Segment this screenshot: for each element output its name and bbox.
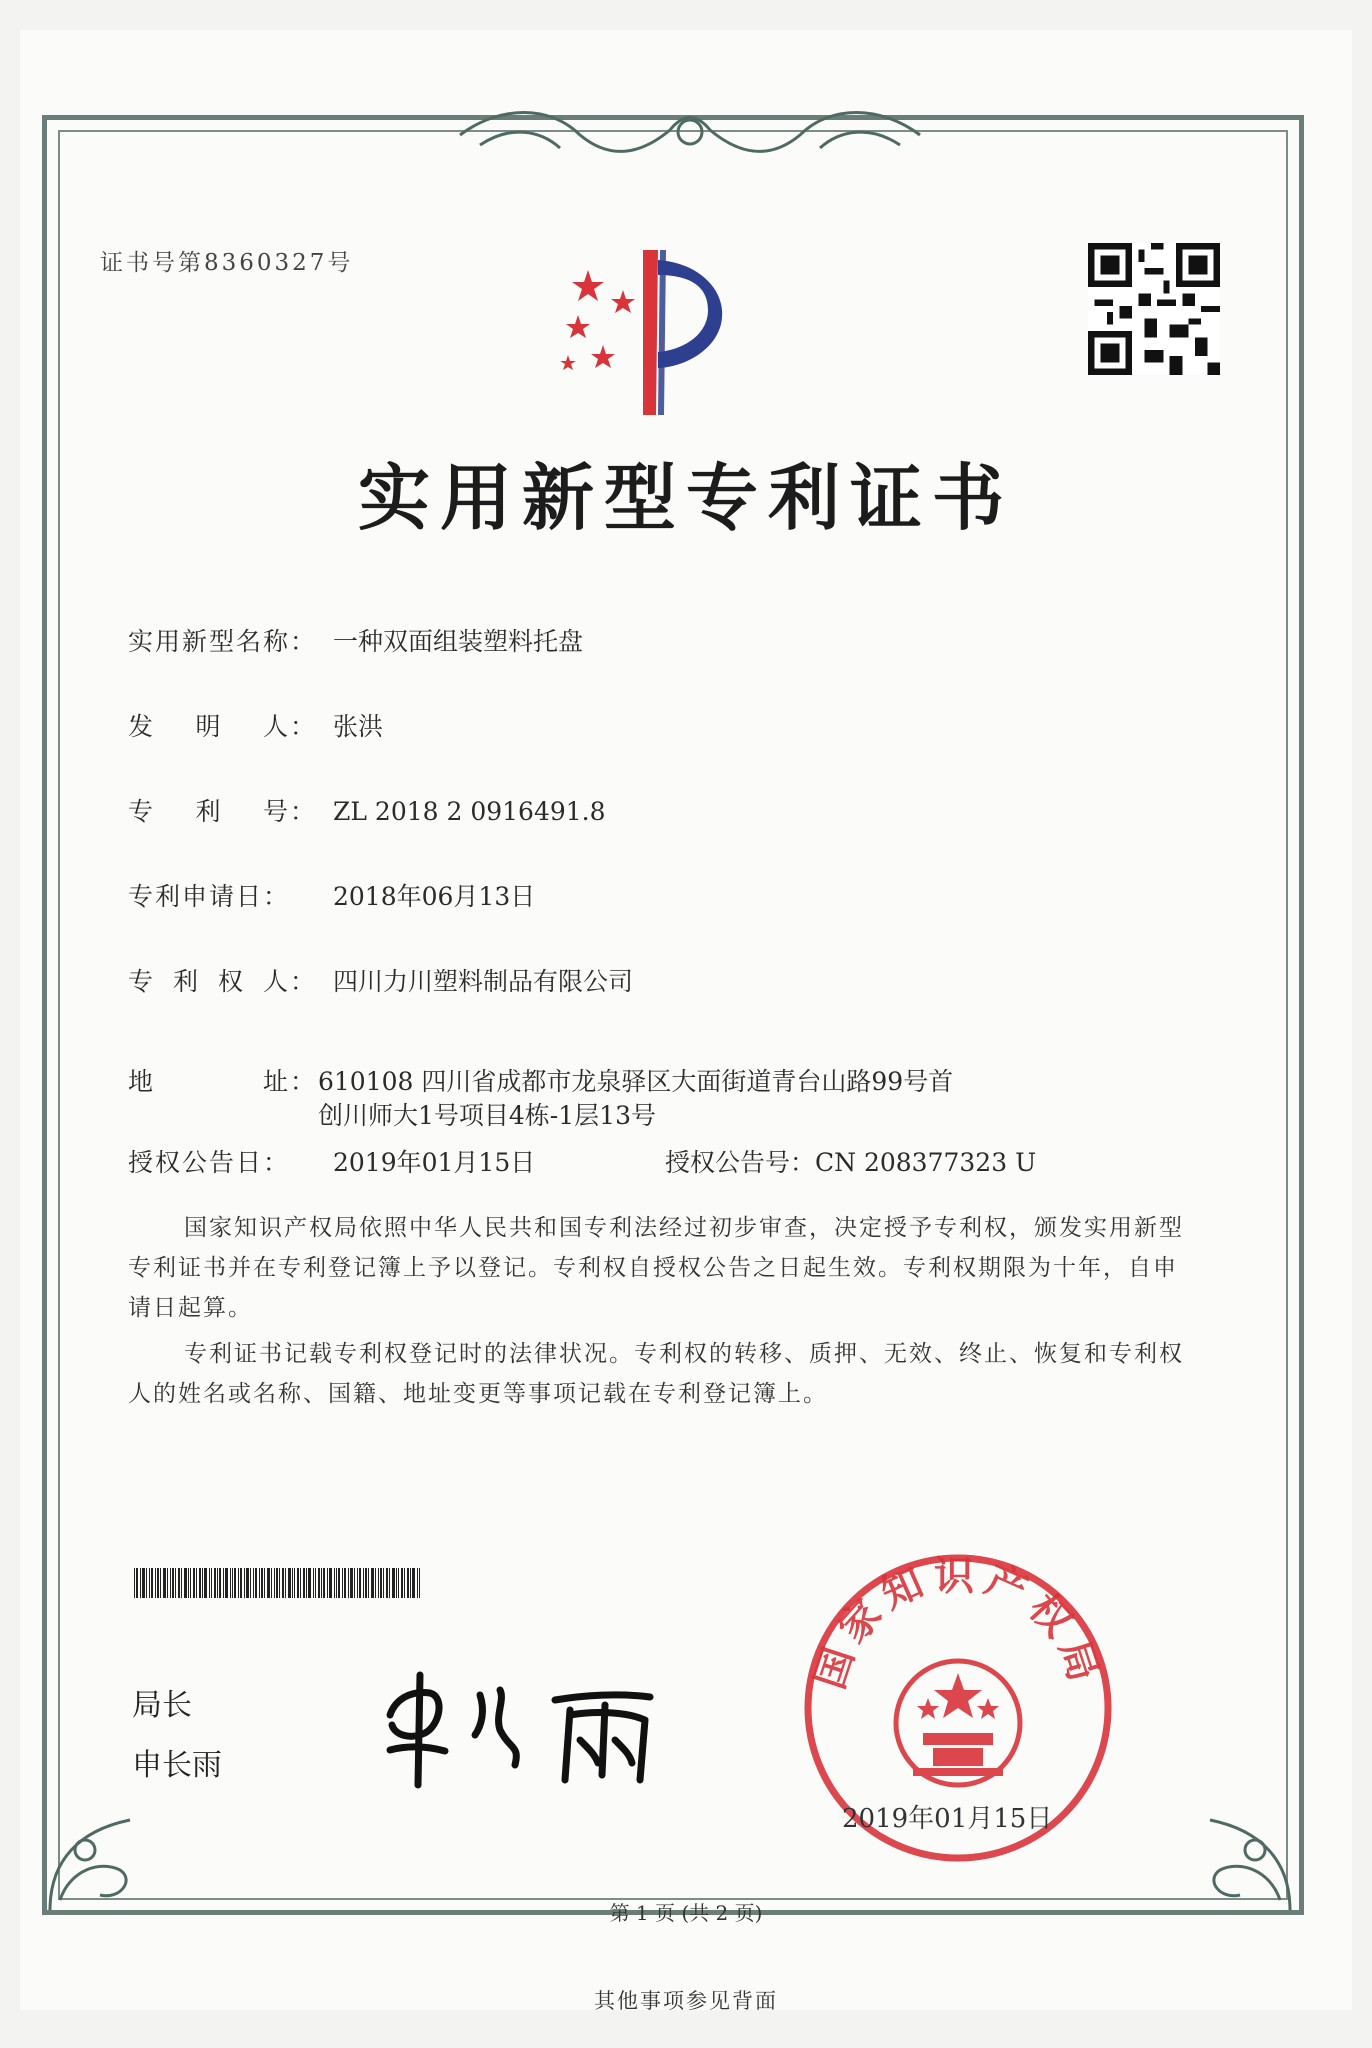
address-label-char: 地 (128, 1067, 154, 1096)
address-line-1: 610108 四川省成都市龙泉驿区大面街道青台山路99号首 (318, 1067, 954, 1096)
barcode (134, 1568, 424, 1598)
inventor-row: 发 明 人 ： 张洪 (128, 707, 383, 743)
patentee-label-char: 利 (172, 967, 198, 996)
qr-code (1088, 243, 1220, 375)
director-signature (370, 1655, 670, 1795)
grant-date-row (128, 1143, 535, 1179)
application-date-row (128, 877, 535, 913)
grant-date-value: 2019年01月15日 (333, 1148, 536, 1177)
application-date-label: 专利申请日： (128, 882, 291, 911)
patent-number-label-char: 利 (195, 797, 221, 826)
paragraph-legal-status: 专利证书记载专利权登记时的法律状况。专利权的转移、质押、无效、终止、恢复和专利权人的姓名或名称、国籍、地址变更等事项记载在专利登记簿上。 (128, 1341, 1184, 1407)
director-title: 局长 (132, 1688, 192, 1723)
grant-number-row (665, 1143, 1036, 1179)
grant-number-value: CN 208377323 U (815, 1148, 1037, 1177)
address-line-2: 创川师大1号项目4栋-1层13号 (318, 1101, 656, 1130)
inventor-value: 张洪 (333, 712, 384, 741)
patentee-label-char: 人 (262, 967, 288, 996)
patentee-label-char: 权 (217, 967, 243, 996)
page-indicator: 第 1 页 (共 2 页) (609, 1901, 763, 1925)
top-ornament (440, 100, 940, 170)
inventor-label-char: 明 (195, 712, 221, 741)
address-label-char: 址 (262, 1067, 288, 1096)
footer-note: 其他事项参见背面 (594, 1989, 778, 2013)
paragraph-issuance: 国家知识产权局依照中华人民共和国专利法经过初步审查，决定授予专利权，颁发实用新型专利证书并在专利登记簿上予以登记。专利权自授权公告之日起生效。专利权期限为十年，自申请日起算。 (128, 1215, 1184, 1321)
cnipa-logo (548, 240, 758, 420)
utility-name-value: 一种双面组装塑料托盘 (333, 627, 584, 656)
patentee-row: 专 利 权 人 ： 四川力川塑料制品有限公司 (128, 962, 633, 998)
patent-number-row: 专 利 号 ： ZL 2018 2 0916491.8 (128, 792, 606, 828)
grant-number-label: 授权公告号： (665, 1148, 816, 1177)
director-name: 申长雨 (132, 1748, 222, 1783)
patent-number-label-char: 专 (128, 797, 154, 826)
patent-number-label-char: 号 (262, 797, 288, 826)
address-row: 地 址 ： 610108 四川省成都市龙泉驿区大面街道青台山路99号首 (128, 1062, 953, 1098)
seal-date: 2019年01月15日 (842, 1804, 1053, 1834)
utility-name-row (128, 622, 583, 658)
certificate-title: 实用新型专利证书 (357, 455, 1014, 540)
inventor-label-char: 发 (128, 712, 154, 741)
patent-number-value: ZL 2018 2 0916491.8 (333, 797, 606, 826)
utility-name-label: 实用新型名称： (128, 627, 318, 656)
patentee-value: 四川力川塑料制品有限公司 (333, 967, 634, 996)
application-date-value: 2018年06月13日 (333, 882, 536, 911)
inventor-label-char: 人 (262, 712, 288, 741)
patentee-label-char: 专 (128, 967, 154, 996)
grant-date-label: 授权公告日： (128, 1148, 291, 1177)
certificate-number: 证书号第8360327号 (100, 250, 354, 276)
seal-text: 国家知识产权局 (807, 1553, 1109, 1695)
